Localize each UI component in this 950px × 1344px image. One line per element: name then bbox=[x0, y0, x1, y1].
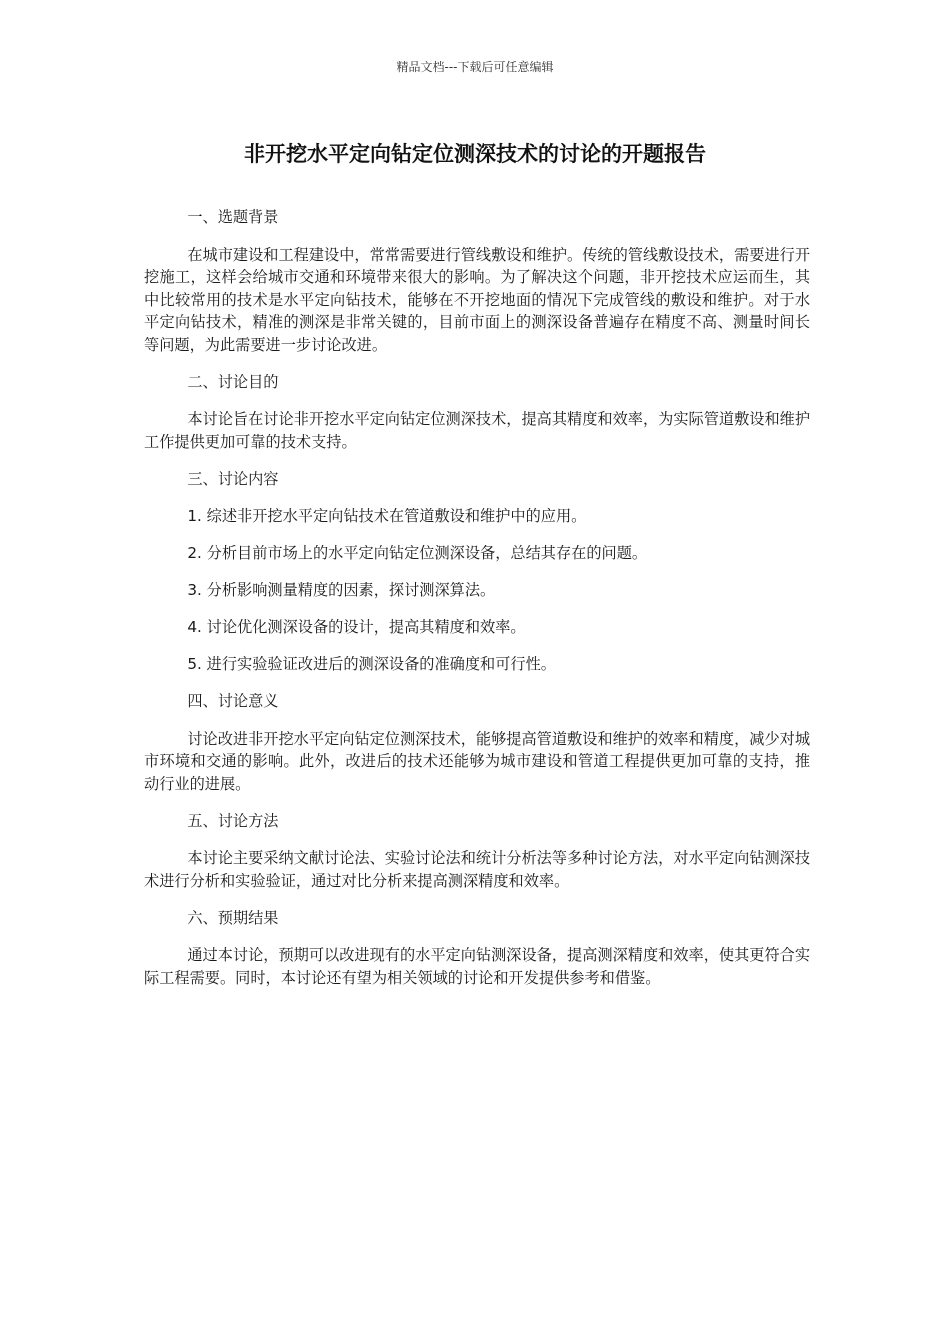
section-body-significance: 讨论改进非开挖水平定向钻定位测深技术，能够提高管道敷设和维护的效率和精度，减少对城市环境和交通的影响。此外，改进后的技术还能够为城市建设和管道工程提供更加可靠的支持，推动行业的进展。 bbox=[144, 729, 810, 793]
section-body-expected-results: 通过本讨论，预期可以改进现有的水平定向钻测深设备，提高测深精度和效率，使其更符合实际工程需要。同时，本讨论还有望为相关领域的讨论和开发提供参考和借鉴。 bbox=[144, 946, 810, 987]
document-title: 非开挖水平定向钻定位测深技术的讨论的开题报告 bbox=[244, 142, 706, 166]
section-heading-purpose: 二、讨论目的 bbox=[187, 372, 279, 391]
content-list-item: 5. 进行实验验证改进后的测深设备的准确度和可行性。 bbox=[187, 655, 556, 673]
section-heading-method: 五、讨论方法 bbox=[187, 811, 279, 830]
section-body-purpose: 本讨论旨在讨论非开挖水平定向钻定位测深技术，提高其精度和效率，为实际管道敷设和维护工作提供更加可靠的技术支持。 bbox=[144, 410, 810, 451]
content-list-item: 4. 讨论优化测深设备的设计，提高其精度和效率。 bbox=[187, 618, 526, 636]
section-heading-content: 三、讨论内容 bbox=[187, 469, 279, 488]
section-heading-expected-results: 六、预期结果 bbox=[187, 908, 279, 927]
content-list-item: 3. 分析影响测量精度的因素，探讨测深算法。 bbox=[187, 581, 496, 599]
section-body-method: 本讨论主要采纳文献讨论法、实验讨论法和统计分析法等多种讨论方法，对水平定向钻测深技术进行分析和实验验证，通过对比分析来提高测深精度和效率。 bbox=[144, 849, 810, 890]
document-body bbox=[144, 206, 810, 1004]
section-heading-significance: 四、讨论意义 bbox=[187, 692, 279, 710]
section-heading-background: 一、选题背景 bbox=[187, 208, 279, 226]
content-list-item: 1. 综述非开挖水平定向钻技术在管道敷设和维护中的应用。 bbox=[187, 507, 587, 525]
section-body-background: 在城市建设和工程建设中，常常需要进行管线敷设和维护。传统的管线敷设技术，需要进行开挖施工，这样会给城市交通和环境带来很大的影响。为了解决这个问题，非开挖技术应运而生，其中比较常用的技术是水平定向钻技术，能够在不开挖地面的情况下完成管线的敷设和维护。对于水平定向钻技术，精准的测深是非常关键的，目前市面上的测深设备普遍存在精度不高、测量时间长等问题，为此需要进一步讨论改进。 bbox=[144, 245, 810, 354]
header-note: 精品文档---下载后可任意编辑 bbox=[396, 60, 554, 74]
content-list-item: 2. 分析目前市场上的水平定向钻定位测深设备，总结其存在的问题。 bbox=[187, 544, 648, 562]
